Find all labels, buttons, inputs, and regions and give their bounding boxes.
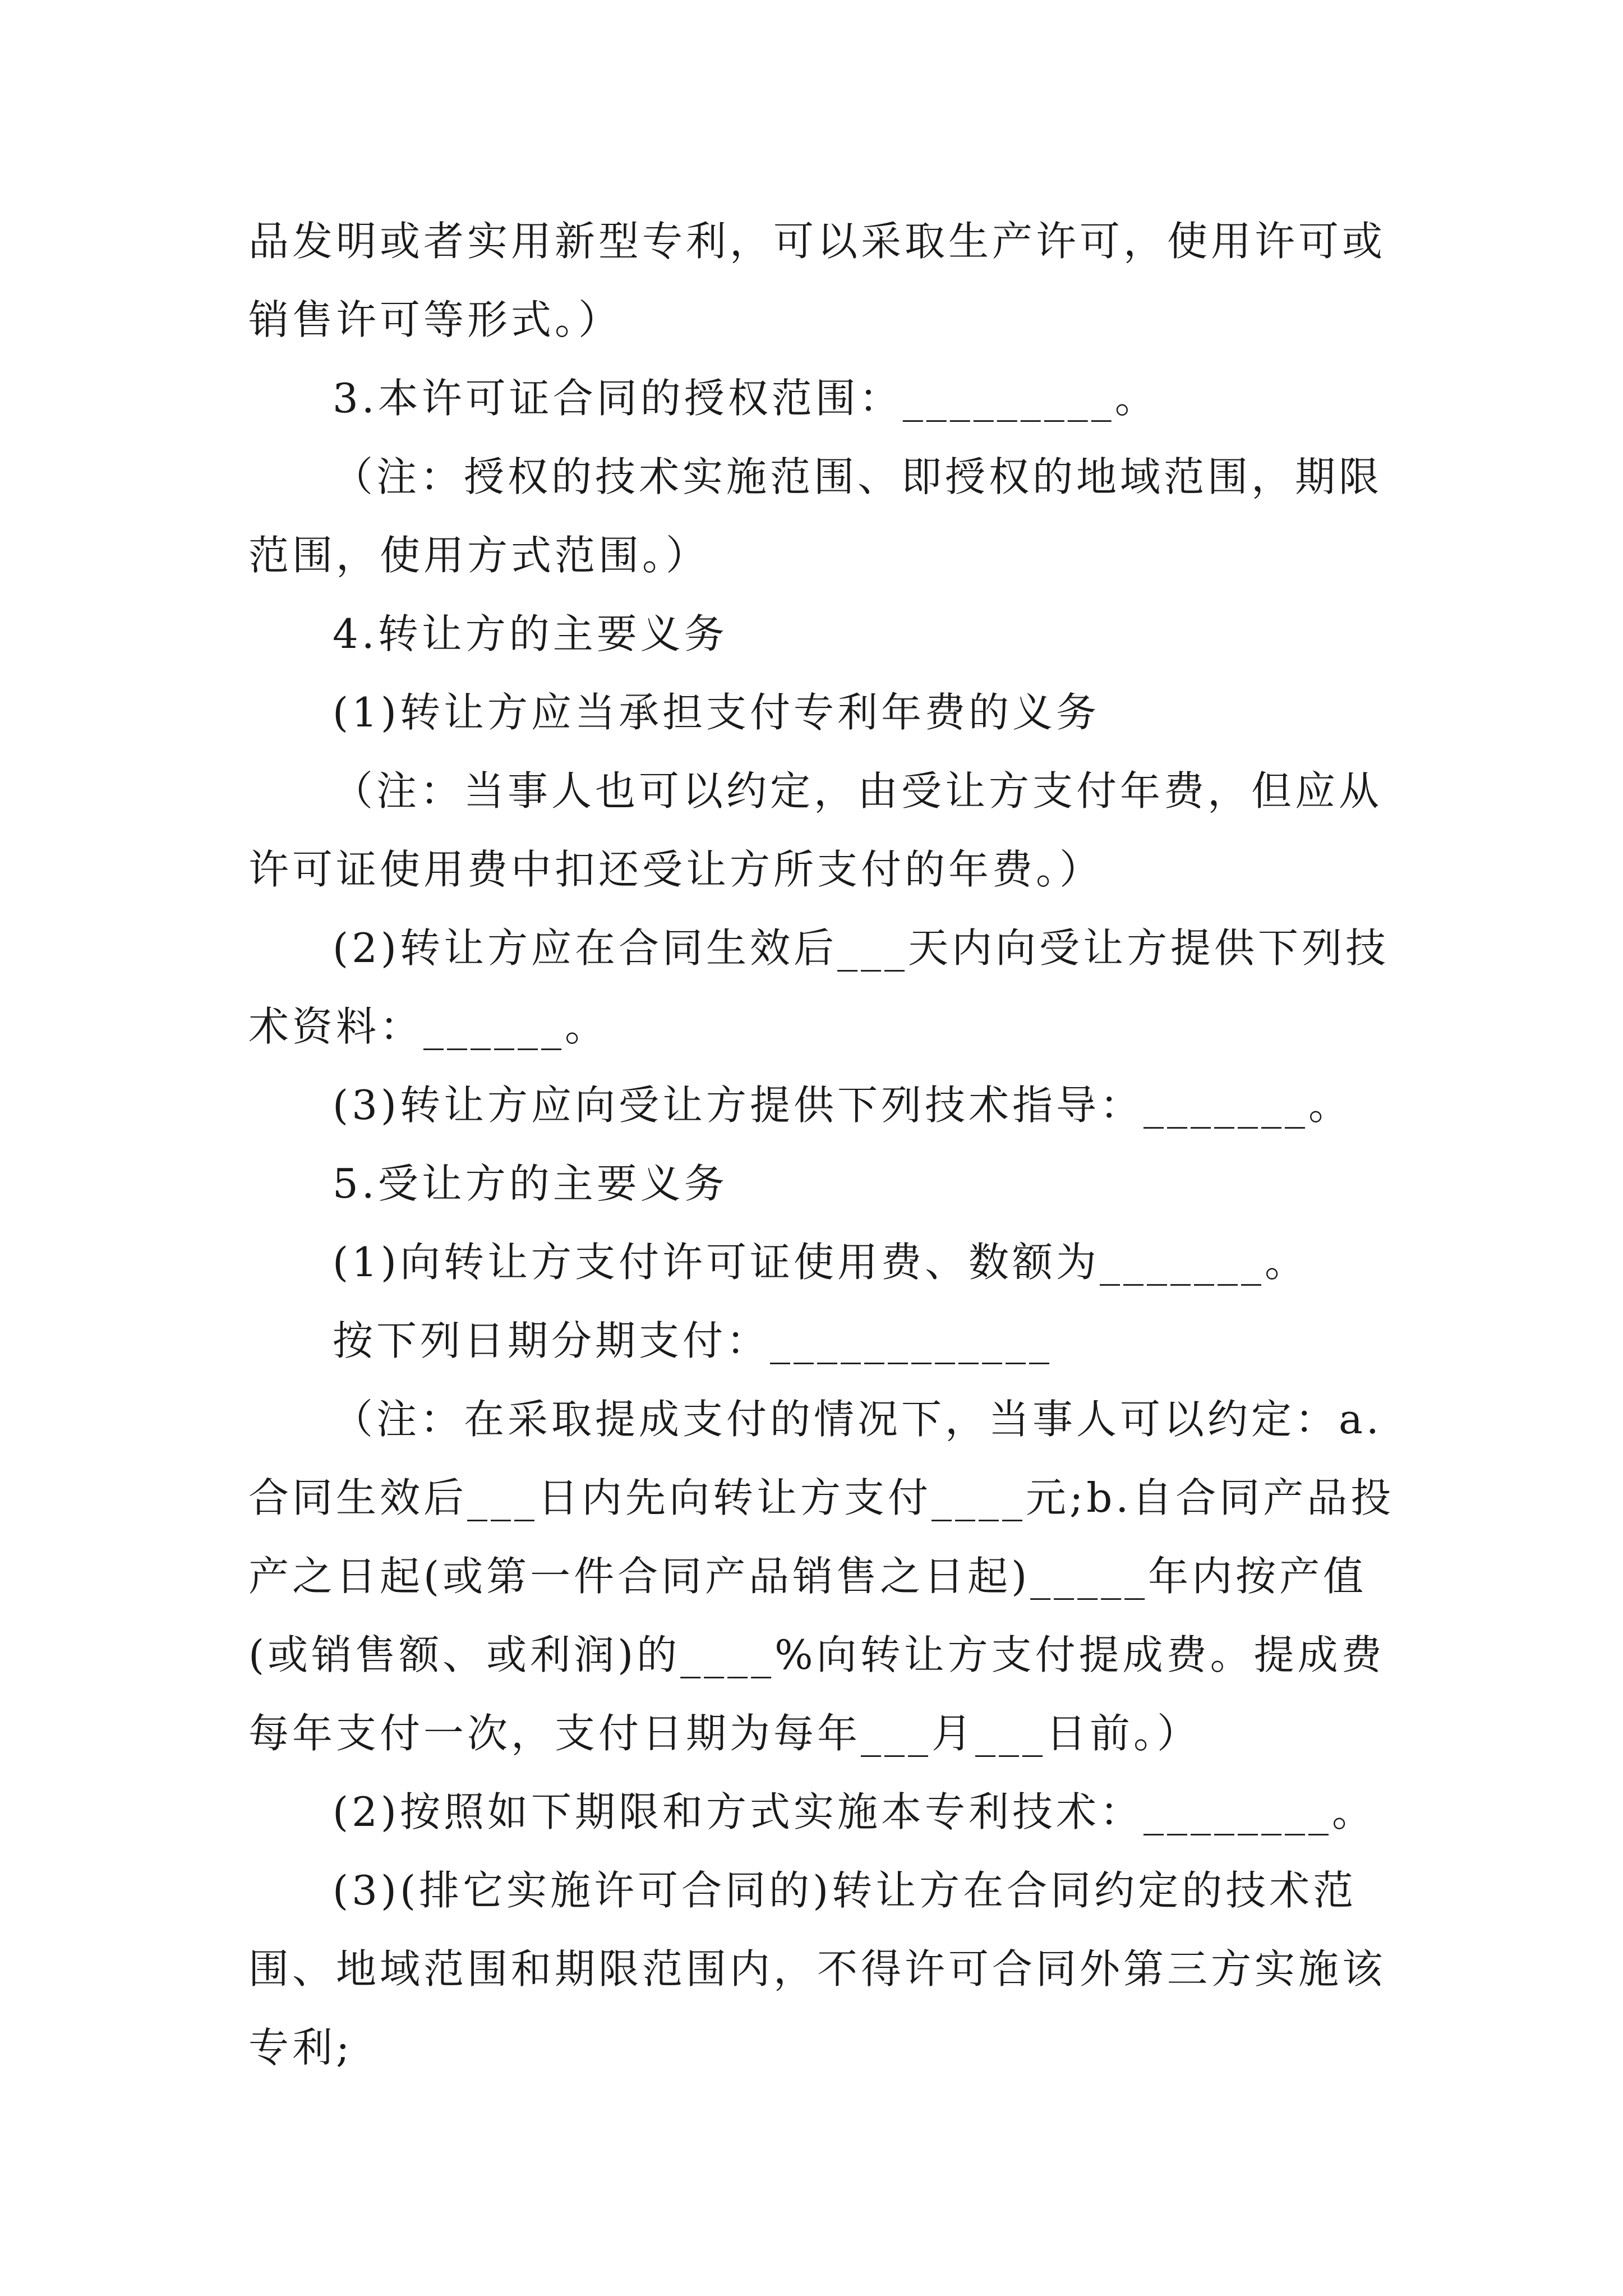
clause-line: (1)向转让方支付许可证使用费、数额为_______。	[333, 1239, 1308, 1286]
section-heading: 3.本许可证合同的授权范围：_________。	[333, 375, 1159, 422]
note-line: （注：在采取提成支付的情况下，当事人可以约定：a.	[333, 1396, 1382, 1443]
text-line: 品发明或者实用新型专利，可以采取生产许可，使用许可或	[248, 218, 1386, 265]
note-line: （注：当事人也可以约定，由受让方支付年费，但应从	[333, 767, 1383, 815]
clause-line: (3)转让方应向受让方提供下列技术指导：_______。	[333, 1082, 1352, 1129]
text-line: 销售许可等形式。）	[248, 296, 623, 343]
clause-line: 按下列日期分期支付：____________	[333, 1317, 1053, 1364]
document-body	[248, 202, 1395, 2087]
note-line: 产之日起(或第一件合同产品销售之日起)_____年内按产值	[248, 1553, 1367, 1600]
clause-line: (1)转让方应当承担支付专利年费的义务	[333, 689, 1100, 736]
note-line: （注：授权的技术实施范围、即授权的地域范围，期限	[333, 453, 1383, 500]
clause-line: (2)转让方应在合同生效后___天内向受让方提供下列技	[333, 924, 1389, 972]
section-heading: 5.受让方的主要义务	[333, 1160, 728, 1207]
clause-line: 专利;	[248, 2024, 353, 2071]
section-heading: 4.转让方的主要义务	[333, 610, 728, 657]
note-line: (或销售额、或利润)的____%向转让方支付提成费。提成费	[248, 1631, 1385, 1678]
clause-line: (2)按照如下期限和方式实施本专利技术：________。	[333, 1788, 1376, 1835]
note-line: 许可证使用费中扣还受让方所支付的年费。）	[248, 846, 1104, 893]
note-line: 范围，使用方式范围。）	[248, 532, 710, 579]
clause-line: 术资料：______。	[248, 1003, 609, 1050]
note-line: 合同生效后___日内先向转让方支付____元;b.自合同产品投	[248, 1474, 1395, 1521]
clause-line: 围、地域范围和期限范围内，不得许可合同外第三方实施该	[248, 1945, 1386, 1993]
note-line: 每年支付一次，支付日期为每年___月___日前。）	[248, 1710, 1201, 1757]
clause-line: (3)(排它实施许可合同的)转让方在合同约定的技术范	[333, 1867, 1357, 1914]
